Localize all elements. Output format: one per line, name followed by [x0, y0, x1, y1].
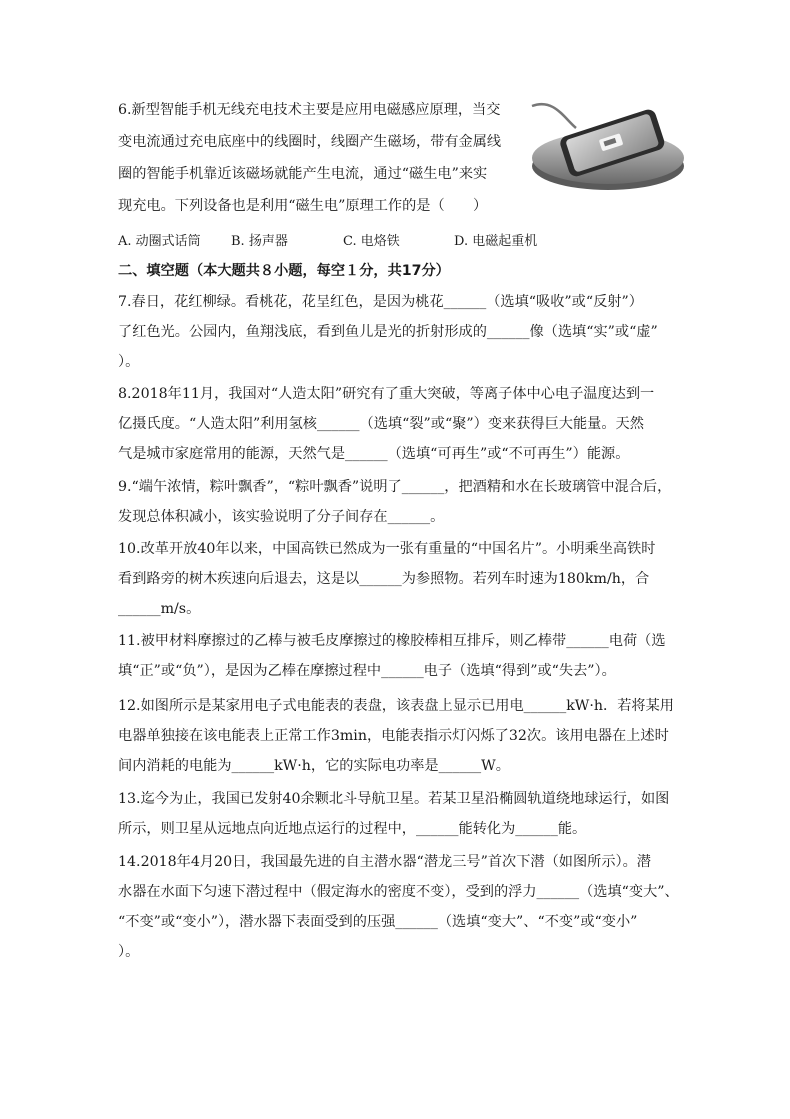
q9-line-1: 9.“端午浓情，粽叶飘香”，“粽叶飘香”说明了______，把酒精和水在长玻璃管中混合后，	[118, 479, 672, 495]
q13-line-1: 13.迄今为止，我国已发射40余颗北斗导航卫星。若某卫星沿椭圆轨道绕地球运行，如图	[118, 791, 670, 807]
q14-line-2: 水器在水面下匀速下潜过程中（假定海水的密度不变），受到的浮力______（选填“变大”、	[118, 884, 679, 900]
q13-line-2: 所示，则卫星从远地点向近地点运行的过程中，______能转化为______能。	[118, 821, 587, 837]
q11-line-1: 11.被甲材料摩擦过的乙棒与被毛皮摩擦过的橡胶棒相互排斥，则乙棒带______电荷（选	[118, 633, 666, 649]
wireless-charger-image	[524, 98, 684, 198]
q6-line-2: 变电流通过充电底座中的线圈时，线圈产生磁场，带有金属线	[118, 134, 502, 150]
q8-line-2: 亿摄氏度。“人造太阳”利用氢核______（选填“裂”或“聚”）变来获得巨大能量。天然	[118, 416, 644, 432]
q7-line-1: 7.春日，花红柳绿。看桃花，花呈红色，是因为桃花______（选填“吸收”或“反射”）	[118, 294, 643, 310]
q6-option-b: B. 扬声器	[231, 234, 288, 249]
q12-line-1: 12.如图所示是某家用电子式电能表的表盘，该表盘上显示已用电______kW·h．若将某用	[118, 698, 674, 714]
q12-line-3: 间内消耗的电能为______kW·h，它的实际电功率是______W。	[118, 758, 510, 774]
q6-option-a: A. 动圈式话筒	[118, 234, 201, 249]
q10-line-3: ______m/s。	[118, 601, 201, 617]
q9-line-2: 发现总体积减小，该实验说明了分子间存在______。	[118, 509, 445, 525]
q14-line-3: “不变”或“变小”），潜水器下表面受到的压强______（选填“变大”、“不变”或“变小”	[118, 914, 638, 930]
q11-line-2: 填“正”或“负”），是因为乙棒在摩擦过程中______电子（选填“得到”或“失去”）。	[118, 663, 616, 679]
q10-line-2: 看到路旁的树木疾速向后退去，这是以______为参照物。若列车时速为180km/h，合	[118, 571, 650, 587]
q7-line-2: 了红色光。公园内，鱼翔浅底，看到鱼儿是光的折射形成的______像（选填“实”或“虚”	[118, 324, 658, 340]
q6-option-d: D. 电磁起重机	[454, 234, 538, 249]
q10-line-1: 10.改革开放40年以来，中国高铁已然成为一张有重量的“中国名片”。小明乘坐高铁时	[118, 541, 656, 557]
section-heading-fill-blank: 二、填空题（本大题共８小题，每空１分，共17分）	[118, 263, 450, 279]
q7-line-3: ）。	[118, 354, 140, 370]
q14-line-4: ）。	[118, 944, 140, 960]
q6-line-1: 6.新型智能手机无线充电技术主要是应用电磁感应原理，当交	[118, 102, 501, 118]
q12-line-2: 电器单独接在该电能表上正常工作3min，电能表指示灯闪烁了32次。该用电器在上述时	[118, 728, 669, 744]
q14-line-1: 14.2018年4月20日，我国最先进的自主潜水器“潜龙三号”首次下潜（如图所示）。潜	[118, 854, 651, 870]
q8-line-3: 气是城市家庭常用的能源，天然气是______（选填“可再生”或“不可再生”）能源。	[118, 446, 630, 462]
q6-line-4: 现充电。下列设备也是利用“磁生电”原理工作的是（ ）	[118, 198, 488, 214]
q6-option-c: C. 电烙铁	[343, 234, 400, 249]
q6-line-3: 圈的智能手机靠近该磁场就能产生电流，通过“磁生电”来实	[118, 166, 488, 182]
q8-line-1: 8.2018年11月，我国对“人造太阳”研究有了重大突破，等离子体中心电子温度达到一	[118, 386, 655, 402]
